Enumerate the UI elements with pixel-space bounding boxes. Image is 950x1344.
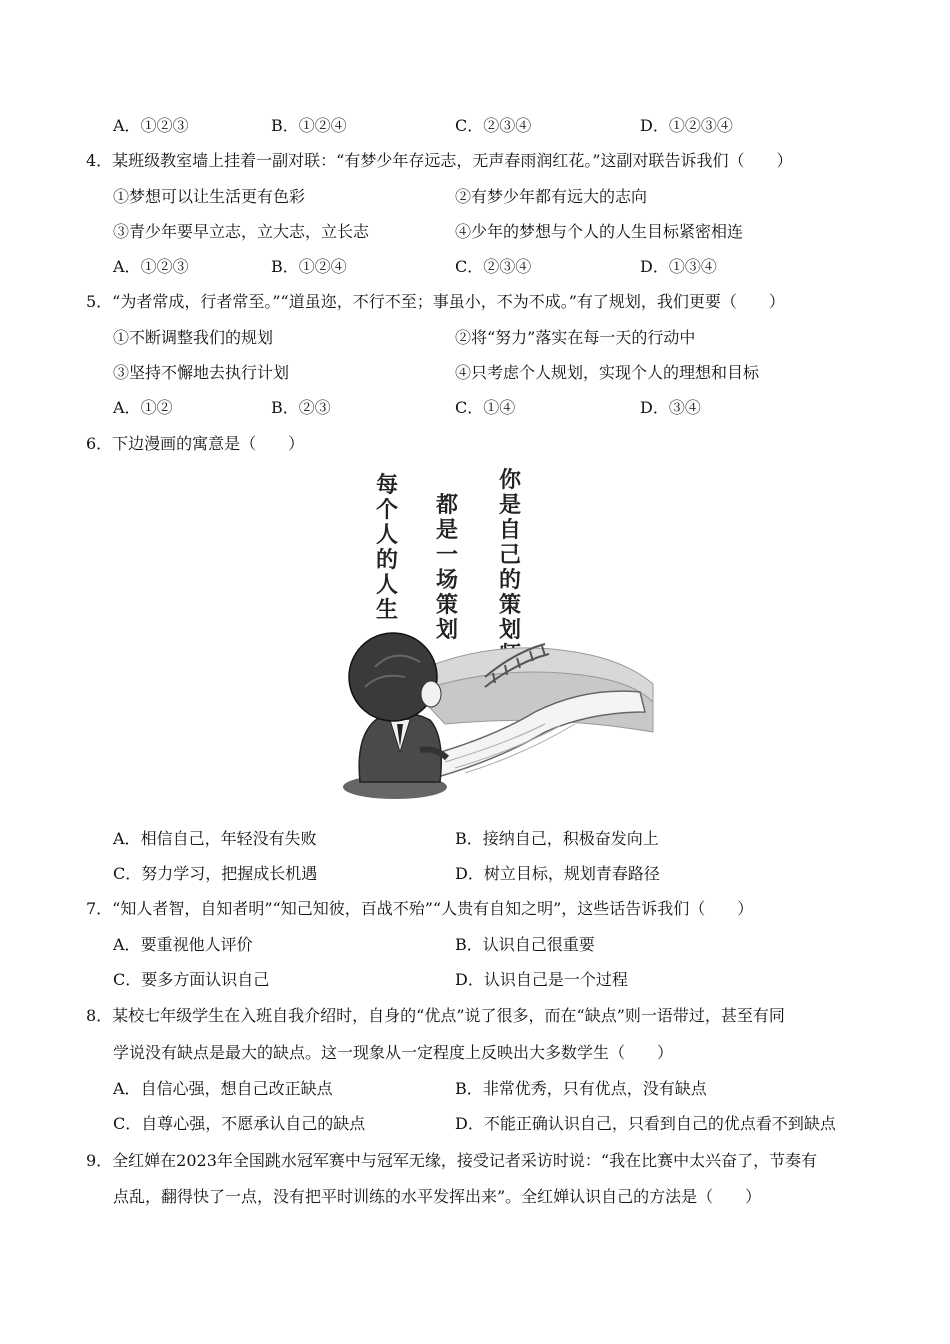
q7-stem: 7．“知人者智，自知者明”“知己知彼，百战不殆”“人贵有自知之明”，这些话告诉我们（ ） [86,899,754,918]
q6-option-b: B．接纳自己，积极奋发向上 [455,829,659,848]
q7-option-c: C．要多方面认识自己 [113,970,270,989]
calligraphy-col-1 [376,472,398,623]
q6-stem: 6．下边漫画的寓意是（ ） [86,434,305,453]
q5-item-2: ②将“努力”落实在每一天的行动中 [455,328,696,347]
q4-item-3: ③青少年要早立志，立大志，立长志 [113,222,370,241]
svg-text:一: 一 [435,543,459,568]
q8-stem-line-2: 学说没有缺点是最大的缺点。这一现象从一定程度上反映出大多数学生（ ） [113,1043,674,1062]
q7-option-a: A．要重视他人评价 [113,935,253,954]
svg-text:人: 人 [375,573,399,598]
q8-option-c: C．自尊心强，不愿承认自己的缺点 [113,1114,366,1133]
svg-text:策: 策 [435,593,459,618]
q4-option-d: D．①③④ [640,257,717,276]
svg-text:己: 己 [498,543,522,568]
q5-option-d: D．③④ [640,398,701,417]
q4-option-a: A．①②③ [113,257,189,276]
q3-option-b: B．①②④ [271,116,347,135]
svg-text:策: 策 [498,593,522,618]
svg-text:的: 的 [498,568,522,593]
q4-option-c: C．②③④ [455,257,532,276]
q8-option-d: D．不能正确认识自己，只看到自己的优点看不到缺点 [455,1114,836,1133]
q9-stem-line-2: 点乱，翻得快了一点，没有把平时训练的水平发挥出来”。全红婵认识自己的方法是（ ） [113,1187,762,1206]
q4-option-b: B．①②④ [271,257,347,276]
q8-option-b: B．非常优秀，只有优点，没有缺点 [455,1079,707,1098]
q8-stem-line-1: 8．某校七年级学生在入班自我介绍时，自身的“优点”说了很多，而在“缺点”则一语带过，甚至有同 [86,1006,785,1025]
q6-option-c: C．努力学习，把握成长机遇 [113,864,318,883]
q6-option-a: A．相信自己，年轻没有失败 [113,829,317,848]
svg-text:划: 划 [498,618,522,643]
q5-option-b: B．②③ [271,398,331,417]
q3-option-a: A．①②③ [113,116,189,135]
q9-stem-line-1: 9．全红婵在2023年全国跳水冠军赛中与冠军无缘，接受记者采访时说：“我在比赛中太兴奋了，节奏有 [86,1151,818,1170]
q5-item-1: ①不断调整我们的规划 [113,328,274,347]
cartoon-planning-illustration [335,462,655,807]
q7-option-d: D．认识自己是一个过程 [455,970,628,989]
boy-figure [343,633,447,799]
svg-text:每: 每 [375,473,399,498]
q4-item-1: ①梦想可以让生活更有色彩 [113,187,306,206]
svg-text:都: 都 [435,493,459,518]
calligraphy-col-2 [435,493,458,643]
q5-item-3: ③坚持不懈地去执行计划 [113,363,290,382]
svg-text:是: 是 [435,518,459,543]
svg-text:生: 生 [375,598,399,623]
svg-text:人: 人 [375,523,399,548]
svg-text:的: 的 [375,548,399,573]
q4-stem: 4．某班级教室墙上挂着一副对联：“有梦少年存远志，无声春雨润红花。”这副对联告诉我们（ ） [86,151,793,170]
svg-text:你: 你 [498,468,522,493]
q3-option-c: C．②③④ [455,116,532,135]
q4-item-2: ②有梦少年都有远大的志向 [455,187,648,206]
svg-text:场: 场 [435,568,459,593]
q3-option-d: D．①②③④ [640,116,733,135]
q5-stem: 5．“为者常成，行者常至。”“道虽迩，不行不至；事虽小，不为不成。”有了规划，我们更要（ ） [86,292,785,311]
q8-option-a: A．自信心强，想自己改正缺点 [113,1079,333,1098]
q4-item-4: ④少年的梦想与个人的人生目标紧密相连 [455,222,744,241]
q6-option-d: D．树立目标，规划青春路径 [455,864,660,883]
q7-option-b: B．认识自己很重要 [455,935,595,954]
svg-text:个: 个 [375,498,399,523]
q5-item-4: ④只考虑个人规划，实现个人的理想和目标 [455,363,760,382]
svg-text:划: 划 [435,618,459,643]
q5-option-c: C．①④ [455,398,516,417]
calligraphy-col-3 [499,467,522,668]
svg-text:自: 自 [498,518,522,543]
q5-option-a: A．①② [113,398,173,417]
svg-text:是: 是 [498,493,522,518]
